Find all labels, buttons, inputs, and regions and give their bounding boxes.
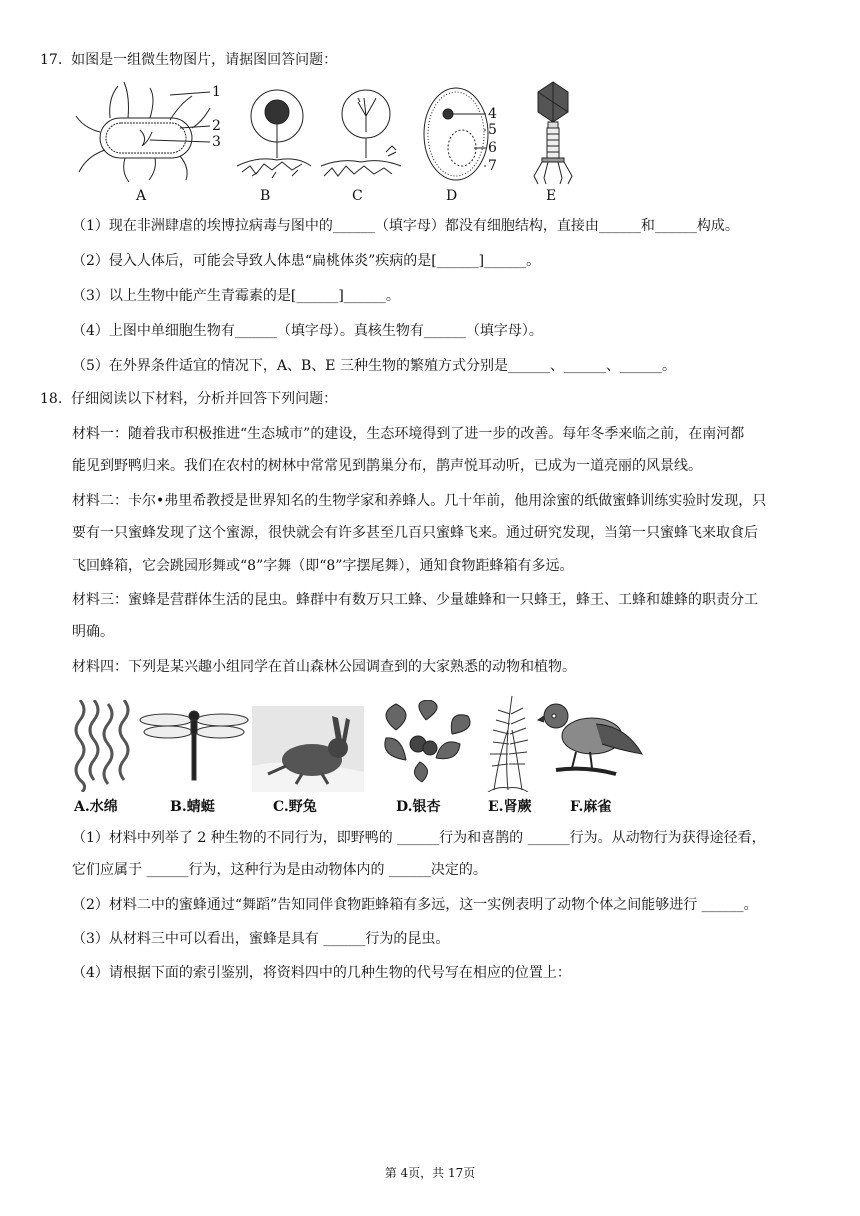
organism-spirogyra-image	[74, 700, 134, 792]
material-1-line-1: 材料一：随着我市积极推进“生态城市”的建设，生态环境得到了进一步的改善。每年冬季来临之前，在南河都	[72, 426, 745, 442]
organism-label-e: E.肾蕨	[488, 799, 532, 815]
q17-sub-4: （4）上图中单细胞生物有______（填字母）。真核生物有______（填字母）。	[72, 323, 543, 339]
figure-e-bacteriophage	[528, 78, 578, 188]
material-2-line-2: 要有一只蜜蜂发现了这个蜜源，很快就会有许多甚至几百只蜜蜂飞来。通过研究发现，当第一只蜜蜂飞来取食后	[72, 525, 758, 541]
q18-sub-1-line-2: 它们应属于 ______行为，这种行为是由动物体内的 ______决定的。	[72, 862, 487, 878]
q18-stem-text: 仔细阅读以下材料，分析并回答下列问题：	[71, 391, 338, 407]
q17-stem	[40, 50, 337, 70]
q18-stem	[40, 389, 337, 409]
q18-sub-4: （4）请根据下面的索引鉴别，将资料四中的几种生物的代号写在相应的位置上：	[72, 965, 571, 981]
organism-hare-image	[252, 706, 364, 792]
figure-label-d: D	[446, 188, 458, 204]
organism-label-a: A.水绵	[74, 799, 118, 815]
callout-7: 7	[488, 158, 497, 174]
organism-label-d: D.银杏	[396, 799, 441, 815]
material-3-line-2: 明确。	[72, 624, 114, 640]
q17-stem-text: 如图是一组微生物图片，请据图回答问题：	[71, 52, 338, 68]
q17-sub-1: （1）现在非洲肆虐的埃博拉病毒与图中的______（填字母）都没有细胞结构，直接由______和______构成。	[72, 218, 739, 234]
material-2-line-3: 飞回蜂箱，它会跳园形舞或“8”字舞（即“8”字摆尾舞），通知食物距蜂箱有多远。	[72, 558, 574, 574]
material-1-line-2: 能见到野鸭归来。我们在农村的树林中常常见到鹊巢分布，鹊声悦耳动听，已成为一道亮丽的风景线。	[72, 458, 702, 474]
organism-sparrow-image	[536, 694, 644, 780]
q17-sub-5: （5）在外界条件适宜的情况下，A、B、E 三种生物的繁殖方式分别是______、______、______。	[72, 358, 676, 374]
callout-5: 5	[488, 122, 497, 138]
q18-sub-3: （3）从材料三中可以看出，蜜蜂是具有 ______行为的昆虫。	[72, 931, 450, 947]
q18-sub-1-line-1: （1）材料中列举了 2 种生物的不同行为，即野鸭的 ______行为和喜鹊的 ______行为。从动物行为获得途径看，	[72, 830, 766, 846]
q17-number: 17.	[40, 52, 63, 68]
organism-ginkgo-image	[366, 700, 478, 792]
callout-1: 1	[212, 84, 221, 100]
figure-label-c: C	[352, 188, 363, 204]
figure-d-yeast	[418, 84, 518, 184]
figure-label-a: A	[136, 188, 147, 204]
callout-4: 4	[488, 106, 497, 122]
q17-sub-3: （3）以上生物中能产生青霉素的是[______]______。	[72, 288, 400, 304]
figure-label-e: E	[546, 188, 557, 204]
organism-dragonfly-image	[138, 706, 250, 784]
material-4-line: 材料四：下列是某兴趣小组同学在首山森林公园调查到的大家熟悉的动物和植物。	[72, 659, 576, 675]
q17-sub-2: （2）侵入人体后，可能会导致人体患“扁桃体炎”疾病的是[______]______。	[72, 253, 541, 269]
callout-2: 2	[212, 118, 221, 134]
organism-label-c: C.野兔	[273, 799, 317, 815]
q18-sub-2: （2）材料二中的蜜蜂通过“舞蹈”告知同伴食物距蜂箱有多远，这一实例表明了动物个体之间能够进行 ______。	[72, 897, 758, 913]
callout-3: 3	[212, 134, 221, 150]
figure-a-bacterium	[70, 80, 230, 185]
figure-b-mold	[232, 86, 312, 186]
material-2-line-1: 材料二：卡尔•弗里希教授是世界知名的生物学家和养蜂人。几十年前，他用涂蜜的纸做蜜蜂训练实验时发现，只	[72, 493, 767, 509]
organism-label-f: F.麻雀	[570, 799, 612, 815]
organism-fern-image	[478, 694, 538, 792]
organism-label-b: B.蜻蜓	[170, 799, 215, 815]
q18-number: 18.	[40, 391, 63, 407]
callout-6: 6	[488, 140, 497, 156]
material-3-line-1: 材料三：蜜蜂是营群体生活的昆虫。蜂群中有数万只工蜂、少量雄蜂和一只蜂王，蜂王、工蜂和雄蜂的职责分工	[72, 592, 758, 608]
page-footer: 第 4页，共 17页	[384, 1166, 476, 1180]
figure-c-penicillium	[316, 86, 406, 186]
figure-label-b: B	[260, 188, 271, 204]
